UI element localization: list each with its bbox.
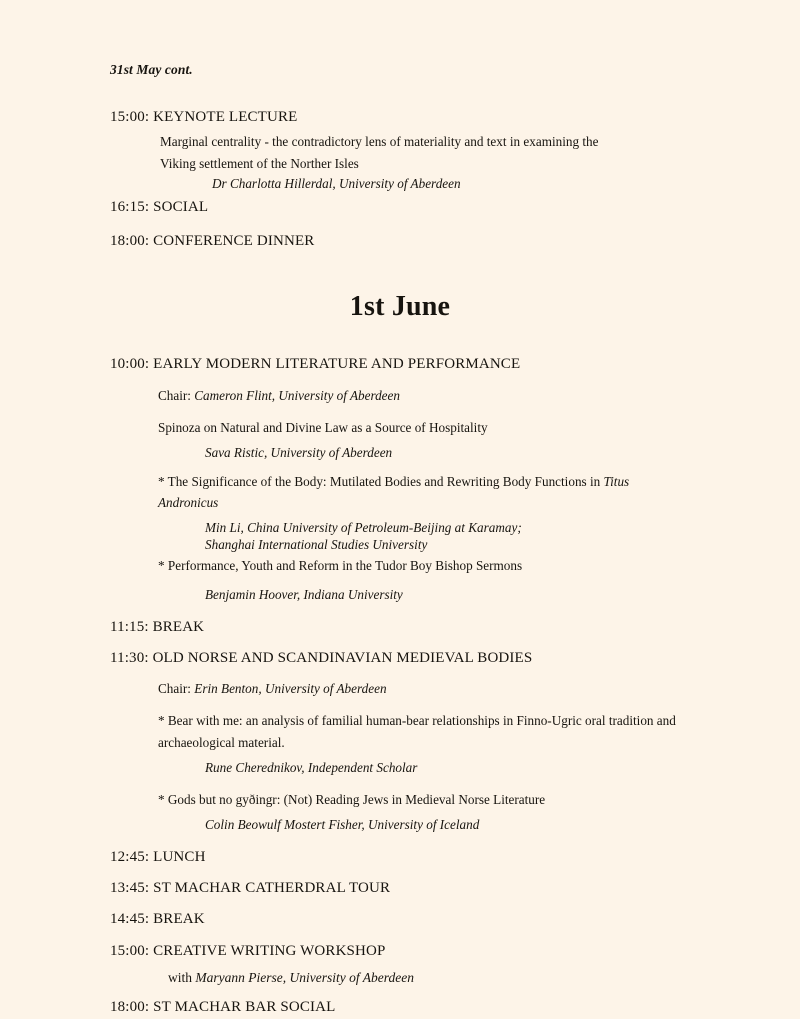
schedule-entry-conference-dinner: 18:00: CONFERENCE DINNER	[110, 233, 315, 250]
paper-speaker: Rune Cherednikov, Independent Scholar	[205, 759, 418, 775]
schedule-entry-lunch: 12:45: LUNCH	[110, 848, 206, 865]
session-chair	[0, 385, 800, 406]
schedule-entry-social: 16:15: SOCIAL	[110, 198, 209, 215]
paper-title: Spinoza on Natural and Divine Law as a Source of Hospitality	[158, 419, 488, 435]
paper-speaker	[0, 519, 800, 554]
schedule-body	[0, 106, 800, 1019]
schedule-entry-break-1445: 14:45: BREAK	[110, 911, 205, 928]
schedule-entry-creative-writing-workshop: 15:00: CREATIVE WRITING WORKSHOP	[110, 942, 386, 959]
schedule-entry-early-modern	[0, 353, 800, 604]
keynote-title-line-1: Marginal centrality - the contradictory lens of materiality and text in examining the	[160, 134, 599, 150]
paper-title	[0, 471, 800, 514]
chair-name: Cameron Flint, University of Aberdeen	[194, 387, 400, 403]
workshop-leader	[0, 968, 800, 988]
chair-label: Chair:	[158, 387, 195, 403]
paper-title: * Bear with me: an analysis of familial human-bear relationships in Finno-Ugric oral tradition and archaeological material.	[158, 713, 676, 750]
schedule-entry-bar-social: 18:00: ST MACHAR BAR SOCIAL	[110, 999, 336, 1016]
schedule-entry-break-1115: 11:15: BREAK	[110, 618, 205, 635]
paper-title: * Gods but no gyðingr: (Not) Reading Jews in Medieval Norse Literature	[158, 791, 546, 807]
session-time-label: 11:30: OLD NORSE AND SCANDINAVIAN MEDIEVAL BODIES	[110, 649, 533, 666]
paper-speaker-line-1: Min Li, China University of Petroleum-Beijing at Karamay;	[205, 519, 522, 535]
schedule-entry-keynote	[0, 106, 800, 194]
workshop-with-label: with	[168, 969, 196, 985]
paper-speaker: Colin Beowulf Mostert Fisher, University of Iceland	[205, 817, 480, 833]
schedule-entry-old-norse	[0, 647, 800, 835]
paper-speaker: Benjamin Hoover, Indiana University	[205, 586, 403, 602]
paper-speaker: Sava Ristic, University of Aberdeen	[205, 445, 393, 461]
continuation-note: 31st May cont.	[110, 62, 193, 77]
session-chair	[0, 678, 800, 699]
keynote-title-line-2: Viking settlement of the Norther Isles	[160, 155, 359, 171]
day-heading-1st-june: 1st June	[349, 291, 451, 323]
schedule-entry-cathedral-tour: 13:45: ST MACHAR CATHERDRAL TOUR	[110, 880, 391, 897]
paper-title-work: Titus Andronicus	[158, 473, 630, 511]
chair-label: Chair:	[158, 681, 195, 697]
paper-speaker-line-2: Shanghai International Studies University	[205, 537, 428, 553]
paper-title: * Performance, Youth and Reform in the Tudor Boy Bishop Sermons	[158, 558, 523, 574]
chair-name: Erin Benton, University of Aberdeen	[194, 681, 387, 697]
keynote-time-label: 15:00: KEYNOTE LECTURE	[110, 109, 298, 125]
keynote-speaker: Dr Charlotta Hillerdal, University of Aberdeen	[212, 176, 461, 191]
workshop-leader-name: Maryann Pierse, University of Aberdeen	[195, 969, 414, 985]
paper-title-text: * The Significance of the Body: Mutilated Bodies and Rewriting Body Functions in	[158, 473, 604, 489]
session-time-label: 10:00: EARLY MODERN LITERATURE AND PERFORMANCE	[110, 356, 521, 373]
